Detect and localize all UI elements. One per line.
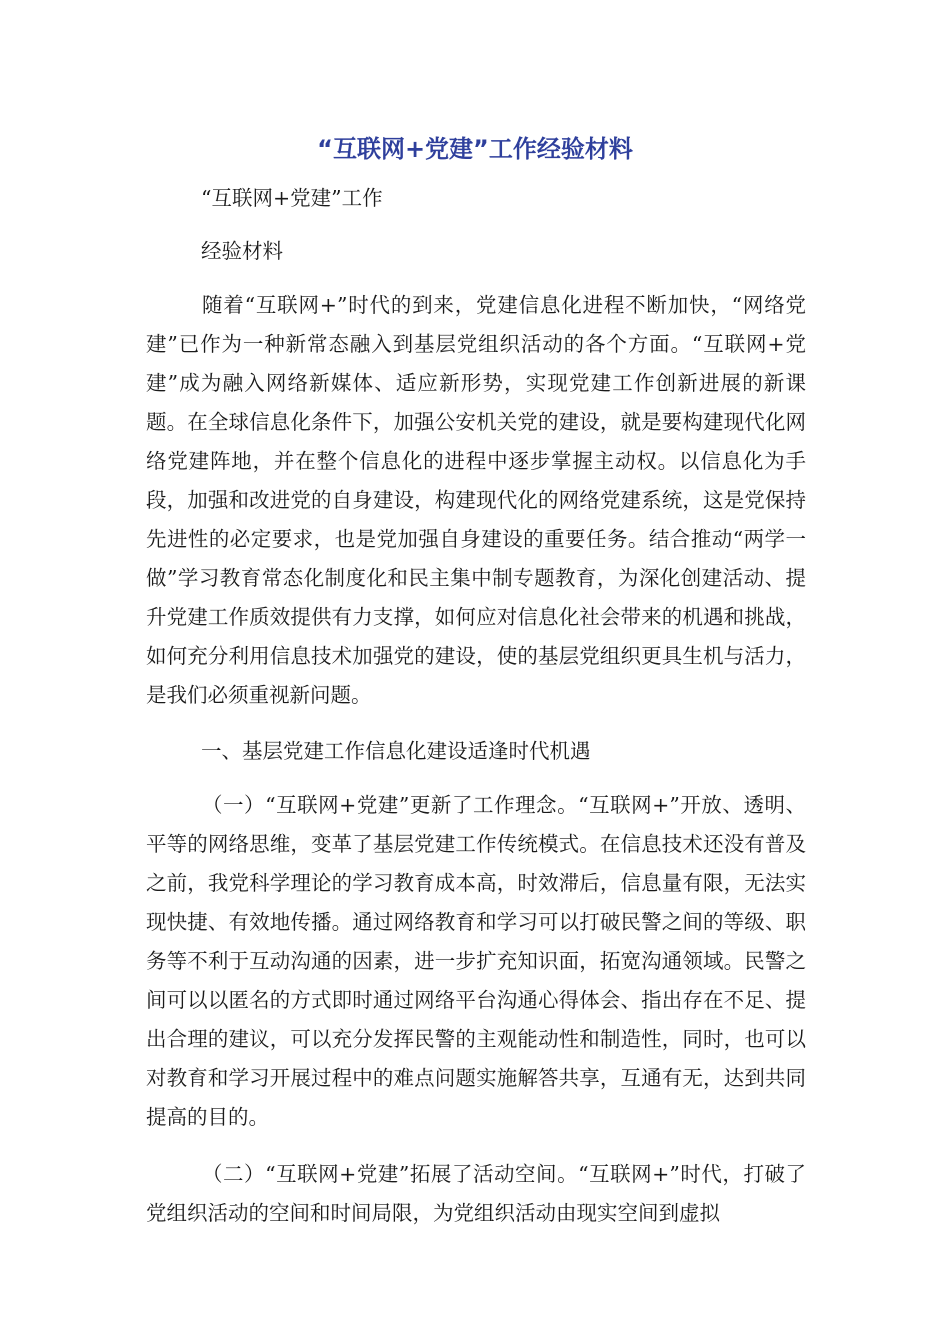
section-1-paragraph: （一）“互联网+党建”更新了工作理念。“互联网+”开放、透明、平等的网络思维，变革了基层党建工作传统模式。在信息技术还没有普及之前，我党科学理论的学习教育成本高，时效滞后，信息量有限，无法实现快捷、有效地传播。通过网络教育和学习可以打破民警之间的等级、职务等不利于互动沟通的因素，进一步扩充知识面，拓宽沟通领域。民警之间可以以匿名的方式即时通过网络平台沟通心得体会、指出存在不足、提出合理的建议，可以充分发挥民警的主观能动性和制造性，同时，也可以对教育和学习开展过程中的难点问题实施解答共享，互通有无，达到共同提高的目的。: [146, 793, 806, 1129]
subtitle-line-2: 经验材料: [201, 239, 283, 263]
section-heading-1: 一、基层党建工作信息化建设适逢时代机遇: [201, 739, 591, 763]
subtitle-line-1: “互联网+党建”工作: [201, 186, 383, 210]
document-title: “互联网+党建”工作经验材料: [317, 135, 633, 163]
section-2-paragraph: （二）“互联网+党建”拓展了活动空间。“互联网+”时代，打破了党组织活动的空间和时间局限，为党组织活动由现实空间到虚拟: [146, 1162, 806, 1225]
intro-paragraph: 随着“互联网+”时代的到来，党建信息化进程不断加快，“网络党建”已作为一种新常态融入到基层党组织活动的各个方面。“互联网+党建”成为融入网络新媒体、适应新形势，实现党建工作创新进展的新课题。在全球信息化条件下，加强公安机关党的建设，就是要构建现代化网络党建阵地，并在整个信息化的进程中逐步掌握主动权。以信息化为手段，加强和改进党的自身建设，构建现代化的网络党建系统，这是党保持先进性的必定要求，也是党加强自身建设的重要任务。结合推动“两学一做”学习教育常态化制度化和民主集中制专题教育，为深化创建活动、提升党建工作质效提供有力支撑，如何应对信息化社会带来的机遇和挑战，如何充分利用信息技术加强党的建设，使的基层党组织更具生机与活力，是我们必须重视新问题。: [146, 293, 806, 707]
